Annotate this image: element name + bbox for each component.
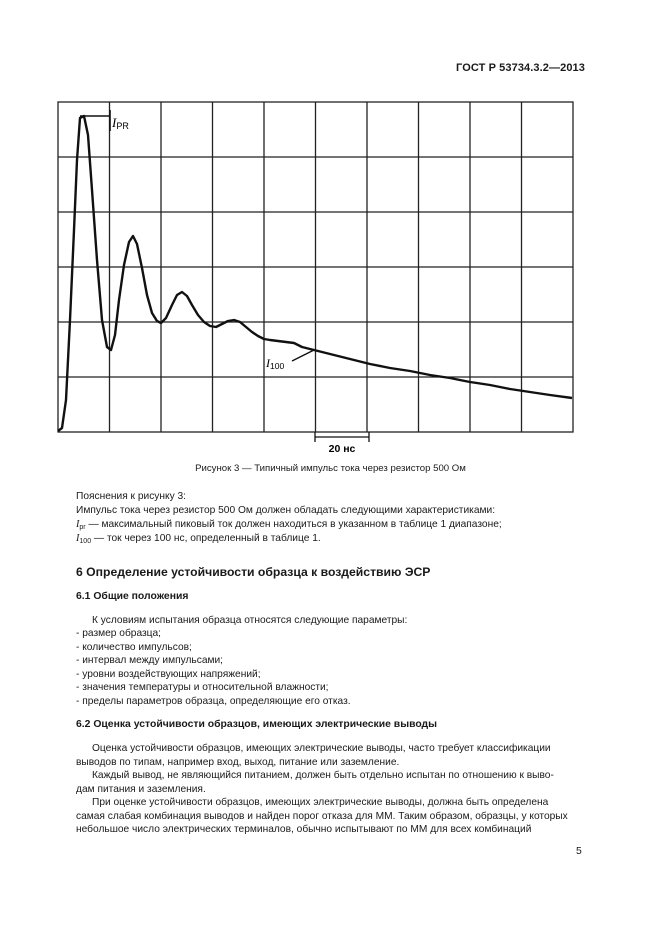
paragraph-line: небольшое число электрических терминалов, обычно испытывают по ММ для всех комбинаций (76, 824, 532, 835)
paragraph-line: При оценке устойчивости образцов, имеющих электрические выводы, должна быть определена (92, 797, 549, 808)
paragraph-line: дам питания и заземления. (76, 784, 206, 795)
section-6-1-heading: 6.1 Общие положения (76, 591, 189, 602)
paragraph-line: выводов по типам, например вход, выход, питание или заземление. (76, 757, 400, 768)
list-item: - пределы параметров образца, определяющие его отказ. (76, 696, 351, 707)
i100-leader (292, 350, 314, 361)
section-6-1-intro: К условиям испытания образца относятся следующие параметры: (92, 615, 408, 626)
time-scale-label: 20 нс (328, 443, 356, 455)
list-item: - уровни воздействующих напряжений; (76, 669, 261, 680)
notes-i100-line: $I_{100}$ — ток через 100 нс, определенный в таблице 1. (76, 533, 321, 545)
list-item: - значения температуры и относительной влажности; (76, 682, 329, 693)
i100-label: I100 (266, 356, 285, 371)
document-header: ГОСТ Р 53734.3.2—2013 (456, 62, 585, 74)
ipr-label: IPR (112, 115, 129, 131)
paragraph-line: Оценка устойчивости образцов, имеющих электрические выводы, часто требует классификации (92, 743, 551, 754)
list-item: - количество импульсов; (76, 642, 192, 653)
page-number: 5 (576, 846, 582, 857)
section-6-2-heading: 6.2 Оценка устойчивости образцов, имеющих электрические выводы (76, 719, 437, 730)
notes-title: Пояснения к рисунку 3: (76, 491, 187, 502)
notes-line: Импульс тока через резистор 500 Ом должен обладать следующими характеристиками: (76, 505, 496, 516)
section-6-heading: 6 Определение устойчивости образца к воздействию ЭСР (76, 565, 431, 579)
time-scale-bar (315, 432, 369, 442)
list-item: - размер образца; (76, 628, 161, 639)
oscilloscope-grid (58, 102, 573, 432)
figure-caption: Рисунок 3 — Типичный импульс тока через резистор 500 Ом (195, 463, 466, 474)
paragraph-line: самая слабая комбинация выводов и найден порог отказа для ММ. Таким образом, образцы, у которых (76, 811, 568, 822)
list-item: - интервал между импульсами; (76, 655, 224, 666)
paragraph-line: Каждый вывод, не являющийся питанием, должен быть отдельно испытан по отношению к выво- (92, 770, 554, 781)
notes-ipr-line: $I_{pr}$ — максимальный пиковый ток должен находиться в указанном в таблице 1 диапазоне; (76, 519, 502, 531)
